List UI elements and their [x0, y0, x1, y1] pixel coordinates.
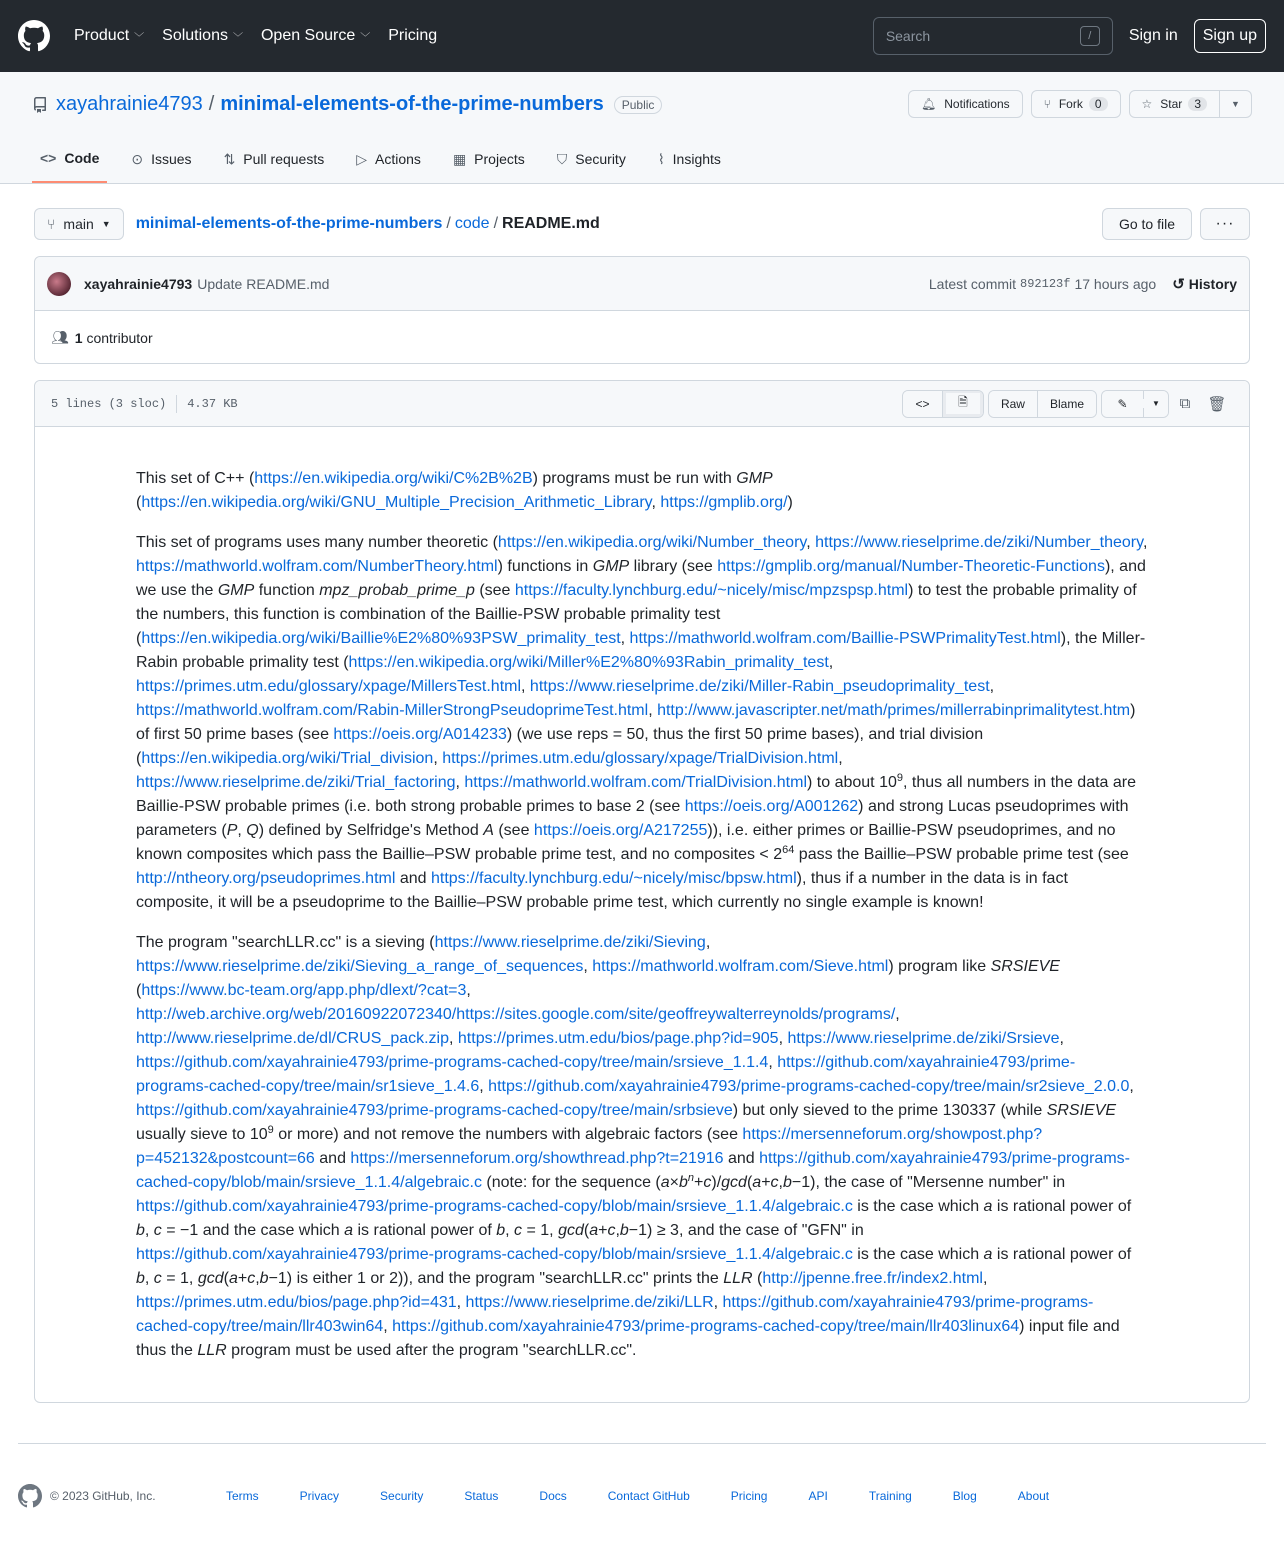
link[interactable]: https://faculty.lynchburg.edu/~nicely/misc/bpsw.html [430, 870, 797, 887]
readme-paragraph: This set of programs uses many number theoretic (https://en.wikipedia.org/wiki/Number_theory, https://www.rieselprime.de/ziki/Number_theory, https://mathworld.wolfram.com/NumberTheory.html) functions in GMP library (see https://gmplib.org/manual/Number-Theoretic-Functions), and we use the GMP function mpz_probab_prime_p (see https://faculty.lynchburg.edu/~nicely/misc/mpzspsp.html) to test the probable primality of the numbers, this function is combination of the Baillie-PSW probable primality test (https://en.wikipedia.org/wiki/Baillie%E2%80%93PSW_primality_test, https://mathworld.wolfram.com/Baillie-PSWPrimalityTest.html), the Miller-Rabin probable primality test (https://en.wikipedia.org/wiki/Miller%E2%80%93Rabin_primality_test, https://primes.utm.edu/glossary/xpage/MillersTest.html, https://www.rieselprime.de/ziki/Miller-Rabin_pseudoprimality_test, https://mathworld.wolfram.com/Rabin-MillerStrongPseudoprimeTest.html, http://www.javascripter.net/math/primes/millerrabinprimalitytest.htm) of first 50 prime bases (see https://oeis.org/A014233) (we use reps = 50, thus the first 50 prime bases), and trial division (https://en.wikipedia.org/wiki/Trial_division, https://primes.utm.edu/glossary/xpage/TrialDivision.html, https://www.rieselprime.de/ziki/Trial_factoring, https://mathworld.wolfram.com/TrialDivision.html) to about $10^9$, thus all numbers in the data are Baillie-PSW probable primes (i.e. both strong probable primes to base 2 (see https://oeis.org/A001262) and strong Lucas pseudoprimes with parameters (P, Q) defined by Selfridge's Method A (see https://oeis.org/A217255)), i.e. either primes or Baillie-PSW pseudoprimes, and no known composites which pass the Baillie–PSW probable prime test, and no composites < $2^{64}$ pass the Baillie–PSW probable prime test (see http://ntheory.org/pseudoprimes.html and https://faculty.lynchburg.edu/~nicely/misc/bpsw.html), thus if a number in the data is in fact composite, it will be a pseudoprime to the Baillie–PSW probable prime test, which currently no single example is known! [136, 534, 1148, 911]
footer-link-security[interactable]: Security [380, 1489, 424, 1503]
link[interactable]: https://en.wikipedia.org/wiki/C%2B%2B [254, 470, 533, 487]
footer-link-blog[interactable]: Blog [952, 1489, 977, 1503]
shield-icon: ⛉ [556, 150, 568, 167]
readme-paragraph: The program "searchLLR.cc" is a sieving (https://www.rieselprime.de/ziki/Sieving, https://www.rieselprime.de/ziki/Sieving_a_range_of_sequences, https://mathworld.wolfram.com/Sieve.html) program like SRSIEVE (https://www.bc-team.org/app.php/dlext/?cat=3, http://web.archive.org/web/20160922072340/https://sites.google.com/site/geoffreywalterreynolds/programs/, http://www.rieselprime.de/dl/CRUS_pack.zip, https://primes.utm.edu/bios/page.php?id=905, https://www.rieselprime.de/ziki/Srsieve, https://github.com/xayahrainie4793/prime-programs-cached-copy/tree/main/srsieve_1.1.4, https://github.com/xayahrainie4793/prime-programs-cached-copy/tree/main/sr1sieve_1.4.6, https://github.com/xayahrainie4793/prime-programs-cached-copy/tree/main/sr2sieve_2.0.0, https://github.com/xayahrainie4793/prime-programs-cached-copy/tree/main/srbsieve) but only sieved to the prime 130337 (while SRSIEVE usually sieve to $10^9$ or more) and not remove the numbers with algebraic factors (see https://mersenneforum.org/showpost.php?p=452132&postcount=66 and https://mersenneforum.org/showthread.php?t=21916 and https://github.com/xayahrainie4793/prime-programs-cached-copy/blob/main/srsieve_1.1.4/algebraic.c (note: for the sequence $(a\times b^n+c)/\gcd(a+c,b-1)$, the case of "Mersenne number" in https://github.com/xayahrainie4793/prime-programs-cached-copy/blob/main/srsieve_1.1.4/algebraic.c is the case which a is rational power of b, c = −1 and the case which a is rational power of b, c = 1, gcd(a+c,b−1) ≥ 3, and the case of "GFN" in https://github.com/xayahrainie4793/prime-programs-cached-copy/blob/main/srsieve_1.1.4/algebraic.c is the case which a is rational power of b, c = 1, gcd(a+c,b−1) is either 1 or 2)), and the program "searchLLR.cc" prints the LLR (http://jpenne.free.fr/index2.html, https://primes.utm.edu/bios/page.php?id=431, https://www.rieselprime.de/ziki/LLR, https://github.com/xayahrainie4793/prime-programs-cached-copy/tree/main/llr403win64, https://github.com/xayahrainie4793/prime-programs-cached-copy/tree/main/llr403linux64) input file and thus the LLR program must be used after the program "searchLLR.cc". [136, 934, 1134, 1359]
footer-link-terms[interactable]: Terms [226, 1489, 259, 1503]
footer-links [226, 1489, 1090, 1503]
github-logo-icon[interactable] [18, 1484, 42, 1508]
repo-name-link[interactable]: minimal-elements-of-the-prime-numbers [220, 93, 604, 115]
link[interactable]: https://primes.utm.edu/bios/page.php?id=905 [457, 1030, 779, 1047]
link[interactable]: https://www.rieselprime.de/ziki/Sieving [434, 934, 706, 951]
breadcrumb-repo-link[interactable]: minimal-elements-of-the-prime-numbers [135, 215, 443, 232]
link[interactable]: https://github.com/xayahrainie4793/prime-programs-cached-copy/tree/main/llr403win64 [136, 1294, 1094, 1335]
link[interactable]: https://mersenneforum.org/showpost.php?p=452132&postcount=66 [136, 1126, 1043, 1167]
bell-icon: 🔔︎ [921, 97, 937, 111]
link[interactable]: https://gmplib.org/ [660, 494, 788, 511]
play-icon: ▷ [356, 150, 368, 167]
raw-button[interactable]: Raw [989, 391, 1038, 417]
repo-title: xayahrainie4793 / minimal-elements-of-the-prime-numbers Public [32, 93, 662, 116]
link[interactable]: https://oeis.org/A014233 [333, 726, 507, 743]
chevron-down-icon: ﹀ [232, 32, 243, 44]
link[interactable]: https://faculty.lynchburg.edu/~nicely/misc/mpzspsp.html [514, 582, 909, 599]
chevron-down-icon: ﹀ [134, 32, 145, 44]
blame-button[interactable]: Blame [1038, 391, 1096, 417]
file-icon: 🗎︎ [946, 393, 980, 414]
link[interactable]: https://en.wikipedia.org/wiki/GNU_Multiple_Precision_Arithmetic_Library [141, 494, 652, 511]
link[interactable]: http://jpenne.free.fr/index2.html [762, 1270, 983, 1287]
contributors-row[interactable]: 👥︎ 1 contributor [51, 329, 153, 346]
sign-up-button[interactable]: Sign up [1194, 19, 1266, 53]
nav-product[interactable]: Product ﹀ [74, 27, 145, 44]
link[interactable]: https://www.rieselprime.de/ziki/Sieving_a_range_of_sequences [136, 958, 584, 975]
issue-icon: ⊙ [131, 150, 144, 167]
footer-divider [18, 1443, 1266, 1444]
notifications-button[interactable]: 🔔︎ Notifications [908, 90, 1023, 118]
link[interactable]: http://www.rieselprime.de/dl/CRUS_pack.zip [136, 1030, 450, 1047]
link[interactable]: https://www.rieselprime.de/ziki/LLR [465, 1294, 714, 1311]
link[interactable]: https://www.rieselprime.de/ziki/Miller-Rabin_pseudoprimality_test [529, 678, 990, 695]
repo-header [0, 72, 1284, 184]
link[interactable]: https://mathworld.wolfram.com/Rabin-MillerStrongPseudoprimeTest.html [136, 702, 649, 719]
link[interactable]: http://ntheory.org/pseudoprimes.html [136, 870, 396, 887]
fork-button[interactable]: ⑂ Fork 0 [1031, 90, 1121, 118]
link[interactable]: https://gmplib.org/manual/Number-Theoretic-Functions [717, 558, 1105, 575]
shortcut-key: / [1080, 26, 1100, 46]
link[interactable]: https://mersenneforum.org/showthread.php?t=21916 [350, 1150, 724, 1167]
table-icon: ▦ [452, 150, 467, 167]
file-size: 4.37 KB [187, 396, 238, 411]
link[interactable]: https://en.wikipedia.org/wiki/Trial_division [141, 750, 434, 767]
pull-request-icon: ⇅ [223, 150, 236, 167]
history-link[interactable]: ↺ History [1172, 275, 1237, 293]
link[interactable]: https://github.com/xayahrainie4793/prime-programs-cached-copy/tree/main/srsieve_1.1.4 [136, 1054, 769, 1071]
breadcrumb-folder-link[interactable]: code [454, 215, 490, 232]
tab-insights[interactable]: ⌇ Insights [657, 150, 721, 167]
link[interactable]: https://primes.utm.edu/glossary/xpage/TrialDivision.html [442, 750, 839, 767]
breadcrumb-current-file: README.md [502, 215, 600, 232]
star-count: 3 [1188, 97, 1207, 111]
code-view-button[interactable] [903, 391, 943, 417]
tab-code[interactable]: <> Code [32, 135, 107, 183]
fork-icon: ⑂ [1043, 97, 1051, 111]
branch-select-button[interactable]: ⑂ main ▼ [34, 208, 124, 240]
link[interactable]: https://github.com/xayahrainie4793/prime-programs-cached-copy/blob/main/srsieve_1.1.4/algebraic.c [136, 1198, 853, 1215]
link[interactable]: https://www.rieselprime.de/ziki/Srsieve [787, 1030, 1060, 1047]
link[interactable]: https://github.com/xayahrainie4793/prime-programs-cached-copy/tree/main/sr1sieve_1.4.6 [136, 1054, 1076, 1095]
tab-projects[interactable]: ▦ Projects [452, 150, 525, 167]
edit-button[interactable] [1102, 391, 1144, 417]
link[interactable]: http://web.archive.org/web/20160922072340/https://sites.google.com/site/geoffreywalterreynolds/programs/ [136, 1006, 896, 1023]
footer-link-docs[interactable]: Docs [539, 1489, 567, 1503]
footer [18, 1484, 156, 1508]
triangle-down-icon: ▼ [101, 219, 111, 229]
fork-count: 0 [1089, 97, 1108, 111]
file-navigation [34, 208, 1250, 240]
star-dropdown-button[interactable] [1220, 90, 1252, 118]
breadcrumb: minimal-elements-of-the-prime-numbers / code / README.md [135, 215, 600, 232]
link[interactable]: https://en.wikipedia.org/wiki/Baillie%E2%80%93PSW_primality_test [141, 630, 621, 647]
line-count: 5 lines (3 sloc) [51, 396, 167, 411]
avatar[interactable] [47, 272, 71, 296]
tab-actions[interactable]: ▷ Actions [356, 150, 421, 167]
commit-author-link[interactable]: xayahrainie4793 [84, 275, 193, 292]
link[interactable]: https://github.com/xayahrainie4793/prime-programs-cached-copy/tree/main/srbsieve [136, 1102, 733, 1119]
go-to-file-button[interactable]: Go to file [1102, 208, 1192, 240]
repo-owner-link[interactable]: xayahrainie4793 [56, 93, 203, 115]
trash-icon[interactable]: 🗑︎ [1207, 395, 1227, 413]
link[interactable]: https://github.com/xayahrainie4793/prime-programs-cached-copy/tree/main/llr403linux64 [392, 1318, 1020, 1335]
link[interactable]: https://www.bc-team.org/app.php/dlext/?cat=3 [141, 982, 467, 999]
github-logo-icon[interactable] [18, 20, 50, 52]
preview-button[interactable] [943, 391, 983, 417]
global-header [0, 0, 1284, 72]
link[interactable]: https://primes.utm.edu/glossary/xpage/MillersTest.html [136, 678, 522, 695]
copy-icon[interactable]: ⧉ [1179, 395, 1191, 412]
link[interactable]: https://oeis.org/A001262 [684, 798, 859, 815]
people-icon: 👥︎ [51, 329, 69, 345]
link[interactable]: https://github.com/xayahrainie4793/prime-programs-cached-copy/blob/main/srsieve_1.1.4/algebraic.c [136, 1150, 1130, 1191]
sign-in-link[interactable]: Sign in [1128, 27, 1178, 44]
footer-link-contact[interactable]: Contact GitHub [607, 1489, 690, 1503]
nav-solutions[interactable]: Solutions ﹀ [162, 27, 243, 44]
view-toggle [902, 390, 984, 418]
footer-link-about[interactable]: About [1017, 1489, 1050, 1503]
nav-open-source[interactable]: Open Source ﹀ [260, 27, 371, 44]
readme-paragraph: This set of C++ (https://en.wikipedia.org/wiki/C%2B%2B) programs must be run with GMP (https://en.wikipedia.org/wiki/GNU_Multiple_Precision_Arithmetic_Library, https://gmplib.org/) [136, 470, 793, 511]
tab-security[interactable]: ⛉ Security [556, 150, 626, 167]
link[interactable]: https://mathworld.wolfram.com/NumberTheory.html [136, 558, 498, 575]
star-icon: ☆ [1141, 97, 1153, 111]
more-options-button[interactable]: ··· [1200, 208, 1250, 240]
footer-link-status[interactable]: Status [464, 1489, 499, 1503]
search-input[interactable]: Search / [873, 17, 1113, 55]
link[interactable]: https://mathworld.wolfram.com/Sieve.html [592, 958, 889, 975]
commit-message-link[interactable]: Update README.md [197, 275, 330, 292]
link[interactable]: https://github.com/xayahrainie4793/prime-programs-cached-copy/blob/main/srsieve_1.1.4/algebraic.c [136, 1246, 853, 1263]
link[interactable]: https://github.com/xayahrainie4793/prime-programs-cached-copy/tree/main/sr2sieve_2.0.0 [488, 1078, 1130, 1095]
star-button[interactable]: ☆ Star 3 [1129, 90, 1220, 118]
footer-link-privacy[interactable]: Privacy [299, 1489, 340, 1503]
tab-pull-requests[interactable]: ⇅ Pull requests [223, 150, 325, 167]
link[interactable]: https://en.wikipedia.org/wiki/Number_theory [497, 534, 807, 551]
repo-icon [32, 97, 48, 113]
link[interactable]: http://www.javascripter.net/math/primes/millerrabinprimalitytest.htm [657, 702, 1131, 719]
link[interactable]: https://en.wikipedia.org/wiki/Miller%E2%80%93Rabin_primality_test [348, 654, 829, 671]
edit-dropdown-button[interactable] [1144, 391, 1168, 417]
history-icon: ↺ [1172, 275, 1185, 293]
pencil-icon: ✎ [1105, 397, 1139, 411]
tab-issues[interactable]: ⊙ Issues [131, 150, 192, 167]
file-viewer [34, 380, 1250, 1403]
copyright: © 2023 GitHub, Inc. [50, 1489, 156, 1503]
commit-time: 17 hours ago [1074, 275, 1157, 292]
footer-link-training[interactable]: Training [868, 1489, 912, 1503]
readme-content [35, 427, 1249, 1363]
link[interactable]: https://oeis.org/A217255 [533, 822, 708, 839]
link[interactable]: https://mathworld.wolfram.com/TrialDivision.html [464, 774, 808, 791]
nav-pricing[interactable]: Pricing [388, 27, 438, 44]
footer-link-api[interactable]: API [808, 1489, 828, 1503]
link[interactable]: https://www.rieselprime.de/ziki/Trial_factoring [136, 774, 456, 791]
repo-tabs [32, 135, 745, 183]
link[interactable]: https://primes.utm.edu/bios/page.php?id=431 [136, 1294, 457, 1311]
latest-commit-box: xayahrainie4793 Update README.md Latest commit 892123f 17 hours ago ↺ History 👥︎ 1 contributor [34, 256, 1250, 364]
code-icon: <> [903, 397, 941, 411]
commit-sha-link[interactable]: 892123f [1020, 276, 1071, 291]
chevron-down-icon: ﹀ [360, 32, 371, 44]
git-branch-icon: ⑂ [47, 216, 56, 232]
code-icon: <> [40, 150, 57, 166]
visibility-badge: Public [614, 96, 663, 114]
triangle-down-icon: ▼ [1140, 399, 1169, 408]
link[interactable]: https://mathworld.wolfram.com/Baillie-PSWPrimalityTest.html [629, 630, 1061, 647]
link[interactable]: https://www.rieselprime.de/ziki/Number_theory [815, 534, 1143, 551]
footer-link-pricing[interactable]: Pricing [730, 1489, 768, 1503]
graph-icon: ⌇ [657, 150, 665, 167]
triangle-down-icon: ▼ [1231, 99, 1240, 109]
